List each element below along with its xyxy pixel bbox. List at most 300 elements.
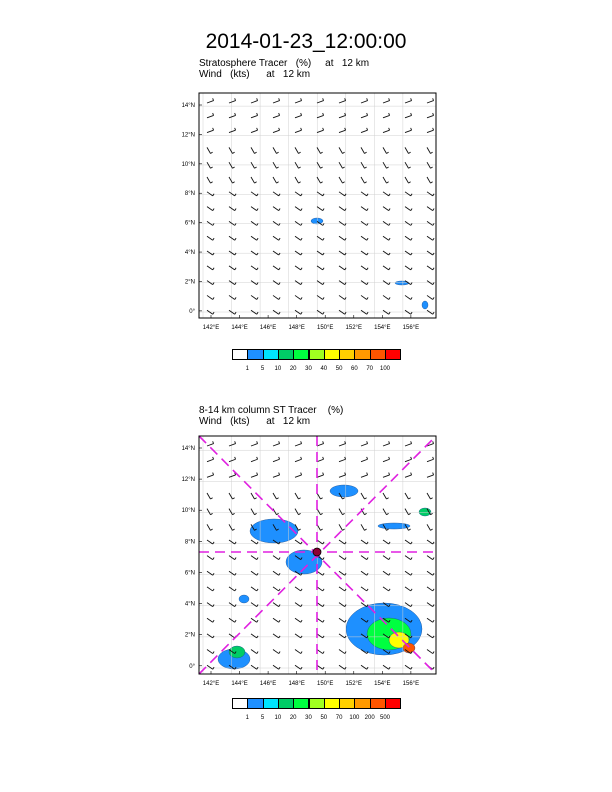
wind-barb <box>207 236 213 240</box>
wind-barb <box>295 162 299 168</box>
wind-barb-flag <box>323 651 324 653</box>
legend-swatch <box>324 349 340 360</box>
wind-barb-flag <box>389 457 390 459</box>
wind-barb <box>361 295 367 299</box>
wind-barb-flag <box>301 457 302 459</box>
wind-barb <box>383 236 389 240</box>
wind-barb-flag <box>301 98 302 100</box>
wind-barb-flag <box>431 498 433 499</box>
wind-barb <box>251 665 257 669</box>
wind-barb <box>383 587 389 591</box>
wind-barb-flag <box>433 283 434 285</box>
wind-barb <box>361 665 367 669</box>
wind-barb <box>339 444 346 446</box>
wind-barb <box>251 587 257 591</box>
wind-barb <box>427 115 434 117</box>
wind-barb <box>383 444 390 446</box>
wind-barb-flag <box>279 238 280 240</box>
wind-barb <box>339 665 345 669</box>
wind-barb-flag <box>301 441 302 443</box>
wind-barb-flag <box>299 182 301 183</box>
legend-swatch <box>339 349 355 360</box>
wind-barb-flag <box>389 667 390 669</box>
wind-barb-flag <box>235 209 236 211</box>
wind-barb-flag <box>235 297 236 299</box>
wind-barb-flag <box>233 513 235 514</box>
tracer-patch <box>403 643 415 653</box>
wind-barb <box>251 221 257 225</box>
wind-barb <box>207 556 213 560</box>
wind-barb <box>207 587 213 591</box>
wind-barb <box>405 192 411 196</box>
wind-barb-flag <box>279 589 280 591</box>
wind-barb <box>251 207 257 211</box>
wind-barb-flag <box>433 605 434 607</box>
wind-barb-flag <box>301 667 302 669</box>
wind-barb-flag <box>433 297 434 299</box>
wind-barb-flag <box>257 457 258 459</box>
wind-barb <box>229 587 235 591</box>
wind-barb <box>405 556 411 560</box>
wind-barb-flag <box>255 167 257 168</box>
wind-barb-flag <box>299 529 301 530</box>
wind-barb-flag <box>213 297 214 299</box>
wind-barb <box>339 115 346 117</box>
wind-barb <box>339 634 345 638</box>
wind-barb <box>273 221 279 225</box>
wind-barb <box>273 192 279 196</box>
wind-barb-flag <box>367 113 368 115</box>
wind-barb <box>251 459 258 461</box>
wind-barb-flag <box>257 651 258 653</box>
wind-barb <box>383 556 389 560</box>
legend-label: 30 <box>305 366 312 372</box>
wind-barb-flag <box>389 589 390 591</box>
legend-label: 50 <box>320 715 328 721</box>
wind-barb-flag <box>389 297 390 299</box>
wind-barb-flag <box>321 513 323 514</box>
wind-barb-flag <box>301 651 302 653</box>
wind-barb <box>229 556 235 560</box>
wind-barb-flag <box>367 312 368 314</box>
wind-barb-flag <box>257 268 258 270</box>
wind-barb-flag <box>389 558 390 560</box>
wind-barb <box>207 524 211 530</box>
wind-barb <box>251 236 257 240</box>
legend-swatch <box>263 349 279 360</box>
wind-barb <box>207 266 213 270</box>
wind-barb <box>339 147 343 153</box>
wind-barb-flag <box>323 589 324 591</box>
wind-barb-flag <box>389 283 390 285</box>
legend-swatch <box>354 349 370 360</box>
wind-barb-flag <box>367 297 368 299</box>
lat-tick-label: 14°N <box>181 446 195 452</box>
legend-swatch <box>247 698 263 709</box>
wind-barb-flag <box>279 605 280 607</box>
wind-barb <box>317 475 324 477</box>
legend-label: 60 <box>351 366 358 372</box>
wind-barb-flag <box>323 128 324 130</box>
wind-barb <box>427 236 433 240</box>
legend-swatch <box>309 698 325 709</box>
cross-center-marker <box>313 548 321 556</box>
wind-barb-flag <box>301 128 302 130</box>
wind-barb-flag <box>433 651 434 653</box>
wind-barb <box>427 207 433 211</box>
legend-swatch <box>247 349 263 360</box>
wind-barb-flag <box>323 312 324 314</box>
wind-barb-flag <box>277 182 279 183</box>
wind-barb <box>383 192 389 196</box>
wind-barb-flag <box>411 441 412 443</box>
wind-barb-flag <box>257 573 258 575</box>
wind-barb <box>427 493 431 499</box>
wind-barb-flag <box>411 209 412 211</box>
wind-barb-flag <box>213 128 214 130</box>
wind-barb-flag <box>279 209 280 211</box>
wind-barb-flag <box>411 457 412 459</box>
wind-barb-flag <box>433 312 434 314</box>
wind-barb <box>207 650 213 654</box>
wind-barb <box>317 444 324 446</box>
wind-barb <box>207 634 213 638</box>
wind-barb <box>317 634 323 638</box>
legend-label: 30 <box>305 715 312 721</box>
wind-barb-flag <box>257 283 258 285</box>
wind-barb-flag <box>235 194 236 196</box>
wind-barb <box>427 295 433 299</box>
wind-barb-flag <box>411 128 412 130</box>
wind-barb <box>361 444 368 446</box>
wind-barb <box>405 475 412 477</box>
wind-barb <box>427 147 431 153</box>
wind-barb-flag <box>279 441 280 443</box>
wind-barb-flag <box>367 589 368 591</box>
wind-barb-flag <box>233 529 235 530</box>
wind-barb <box>273 130 280 132</box>
wind-barb-flag <box>411 605 412 607</box>
wind-barb-flag <box>257 113 258 115</box>
wind-barb-flag <box>411 312 412 314</box>
wind-barb <box>229 177 233 183</box>
wind-barb-flag <box>323 283 324 285</box>
wind-barb-flag <box>323 441 324 443</box>
wind-barb <box>251 115 258 117</box>
wind-barb <box>427 634 433 638</box>
wind-barb <box>251 634 257 638</box>
wind-barb <box>383 493 387 499</box>
wind-barb <box>295 459 302 461</box>
wind-barb-flag <box>321 167 323 168</box>
lon-tick-label: 150°E <box>317 325 334 331</box>
wind-barb-flag <box>433 441 434 443</box>
wind-barb-flag <box>345 113 346 115</box>
wind-barb <box>317 162 321 168</box>
wind-barb <box>273 665 279 669</box>
wind-barb-flag <box>301 238 302 240</box>
panel-2-subtitle: Wind (kts) at 12 km <box>199 416 311 427</box>
wind-barb-flag <box>411 283 412 285</box>
wind-barb <box>383 266 389 270</box>
wind-barb-flag <box>433 589 434 591</box>
wind-barb-flag <box>257 589 258 591</box>
wind-barb-flag <box>323 457 324 459</box>
wind-barb-flag <box>323 113 324 115</box>
wind-barb-flag <box>343 513 345 514</box>
wind-barb-flag <box>323 558 324 560</box>
wind-barb-flag <box>389 573 390 575</box>
legend-swatch <box>232 698 248 709</box>
wind-barb-flag <box>301 636 302 638</box>
wind-barb <box>361 177 365 183</box>
wind-barb-flag <box>389 128 390 130</box>
wind-barb-flag <box>255 182 257 183</box>
wind-barb <box>317 650 323 654</box>
wind-barb-flag <box>431 152 433 153</box>
wind-barb <box>339 236 345 240</box>
wind-barb <box>361 221 367 225</box>
wind-barb <box>251 177 255 183</box>
wind-barb <box>229 618 235 622</box>
wind-barb-flag <box>277 498 279 499</box>
wind-barb-flag <box>431 167 433 168</box>
wind-barb-flag <box>301 194 302 196</box>
wind-barb <box>383 115 390 117</box>
wind-barb-flag <box>213 98 214 100</box>
wind-barb <box>317 207 323 211</box>
legend-label: 50 <box>335 366 343 372</box>
wind-barb-flag <box>257 194 258 196</box>
wind-barb <box>251 509 255 515</box>
wind-barb-flag <box>323 209 324 211</box>
wind-barb <box>361 207 367 211</box>
wind-barb-flag <box>409 167 411 168</box>
lon-tick-label: 154°E <box>374 325 391 331</box>
wind-barb-flag <box>279 636 280 638</box>
wind-barb <box>229 192 235 196</box>
lat-tick-label: 0° <box>189 663 195 670</box>
wind-barb-flag <box>233 182 235 183</box>
wind-barb-flag <box>411 297 412 299</box>
legend-label: 10 <box>274 366 282 372</box>
wind-barb <box>427 221 433 225</box>
wind-barb-flag <box>235 283 236 285</box>
wind-barb-flag <box>367 194 368 196</box>
wind-barb <box>273 475 280 477</box>
wind-barb <box>383 475 390 477</box>
wind-barb <box>229 493 233 499</box>
tracer-patch <box>239 595 249 603</box>
legend-label: 20 <box>289 366 297 372</box>
wind-barb-flag <box>213 636 214 638</box>
legend-label: 20 <box>289 715 297 721</box>
wind-barb-flag <box>345 473 346 475</box>
wind-barb <box>405 147 409 153</box>
wind-barb-flag <box>257 297 258 299</box>
wind-barb-flag <box>299 152 301 153</box>
wind-barb-flag <box>301 283 302 285</box>
panel-1-subtitle: Wind (kts) at 12 km <box>199 69 311 80</box>
wind-barb <box>295 587 301 591</box>
wind-barb <box>273 650 279 654</box>
wind-barb-flag <box>389 113 390 115</box>
wind-barb-flag <box>279 667 280 669</box>
wind-barb <box>361 147 365 153</box>
lat-tick-label: 10°N <box>181 161 195 168</box>
wind-barb <box>229 101 236 103</box>
wind-barb <box>273 459 280 461</box>
lat-tick-label: 4°N <box>184 601 195 608</box>
wind-barb <box>273 101 280 103</box>
wind-barb <box>251 650 257 654</box>
wind-barb <box>229 444 236 446</box>
lon-tick-label: 148°E <box>288 681 305 687</box>
lat-tick-label: 0° <box>189 308 195 315</box>
wind-barb <box>339 556 345 560</box>
lon-tick-label: 144°E <box>231 681 248 687</box>
wind-barb-flag <box>367 128 368 130</box>
wind-barb-flag <box>257 98 258 100</box>
wind-barb <box>295 207 301 211</box>
lon-tick-label: 156°E <box>402 325 420 331</box>
wind-barb-flag <box>387 182 389 183</box>
legend-swatch <box>278 698 294 709</box>
panel-1-title: Stratosphere Tracer (%) at 12 km <box>199 58 370 69</box>
legend-label: 200 <box>364 715 375 721</box>
wind-barb-flag <box>433 268 434 270</box>
wind-barb <box>405 509 409 515</box>
wind-barb-flag <box>323 297 324 299</box>
wind-barb-flag <box>323 268 324 270</box>
wind-barb <box>229 162 233 168</box>
wind-barb <box>427 650 433 654</box>
wind-barb <box>295 192 301 196</box>
lon-tick-label: 142°E <box>202 681 220 687</box>
wind-barb-flag <box>235 457 236 459</box>
wind-barb-flag <box>213 667 214 669</box>
wind-barb-flag <box>367 441 368 443</box>
wind-barb <box>361 493 365 499</box>
wind-barb-flag <box>299 167 301 168</box>
wind-barb <box>251 444 258 446</box>
wind-barb <box>295 147 299 153</box>
wind-barb-flag <box>321 498 323 499</box>
wind-barb-flag <box>233 152 235 153</box>
panel-2-title: 8-14 km column ST Tracer (%) <box>199 405 344 416</box>
legend-label: 40 <box>320 366 328 372</box>
wind-barb-flag <box>321 182 323 183</box>
legend-label: 100 <box>379 366 391 372</box>
wind-barb-flag <box>301 605 302 607</box>
wind-barb <box>317 295 323 299</box>
wind-barb-flag <box>433 128 434 130</box>
wind-barb-flag <box>433 209 434 211</box>
wind-barb <box>427 130 434 132</box>
wind-barb <box>229 147 233 153</box>
wind-barb <box>383 221 389 225</box>
wind-barb <box>339 459 346 461</box>
wind-barb <box>229 207 235 211</box>
wind-barb-flag <box>301 589 302 591</box>
wind-barb <box>405 459 412 461</box>
wind-barb-flag <box>411 558 412 560</box>
wind-barb <box>273 177 277 183</box>
wind-barb-flag <box>367 268 368 270</box>
wind-barb-flag <box>301 312 302 314</box>
wind-barb <box>317 665 323 669</box>
wind-barb <box>383 147 387 153</box>
wind-barb-flag <box>389 441 390 443</box>
wind-barb-flag <box>323 238 324 240</box>
wind-barb-flag <box>365 182 367 183</box>
wind-barb <box>427 101 434 103</box>
wind-barb <box>383 509 387 515</box>
wind-barb-flag <box>279 113 280 115</box>
legend-label: 10 <box>274 715 282 721</box>
lon-tick-label: 150°E <box>317 681 334 687</box>
wind-barb-flag <box>431 182 433 183</box>
wind-barb-flag <box>213 589 214 591</box>
wind-barb-flag <box>367 98 368 100</box>
wind-barb <box>251 101 258 103</box>
wind-barb-flag <box>299 498 301 499</box>
wind-barb-flag <box>389 473 390 475</box>
wind-barb-flag <box>235 620 236 622</box>
legend-swatch <box>385 349 401 360</box>
lat-tick-label: 2°N <box>184 632 195 639</box>
wind-barb-flag <box>279 297 280 299</box>
wind-barb-flag <box>411 238 412 240</box>
wind-barb <box>427 192 433 196</box>
wind-barb-flag <box>411 473 412 475</box>
wind-barb-flag <box>257 636 258 638</box>
wind-barb-flag <box>235 573 236 575</box>
wind-barb <box>339 207 345 211</box>
legend-swatch <box>354 698 370 709</box>
legend-swatch <box>370 698 386 709</box>
wind-barb-flag <box>301 268 302 270</box>
wind-barb <box>339 618 345 622</box>
wind-barb <box>295 634 301 638</box>
wind-barb <box>295 177 299 183</box>
wind-barb <box>317 130 324 132</box>
wind-barb <box>273 618 279 622</box>
wind-barb <box>339 177 343 183</box>
wind-barb <box>251 618 257 622</box>
legend-swatch <box>339 698 355 709</box>
wind-barb-flag <box>431 513 433 514</box>
wind-barb-flag <box>367 457 368 459</box>
lon-tick-label: 144°E <box>231 325 248 331</box>
wind-barb-flag <box>345 441 346 443</box>
wind-barb-flag <box>299 513 301 514</box>
wind-barb-flag <box>323 605 324 607</box>
wind-barb-flag <box>367 667 368 669</box>
wind-barb-flag <box>433 457 434 459</box>
wind-barb-flag <box>387 529 389 530</box>
legend-swatch <box>293 349 309 360</box>
wind-barb-flag <box>323 636 324 638</box>
wind-barb-flag <box>367 558 368 560</box>
wind-barb <box>405 266 411 270</box>
wind-barb <box>295 101 302 103</box>
wind-barb <box>405 207 411 211</box>
wind-barb-flag <box>235 268 236 270</box>
wind-barb-flag <box>213 620 214 622</box>
wind-barb-flag <box>433 636 434 638</box>
wind-barb-flag <box>409 152 411 153</box>
